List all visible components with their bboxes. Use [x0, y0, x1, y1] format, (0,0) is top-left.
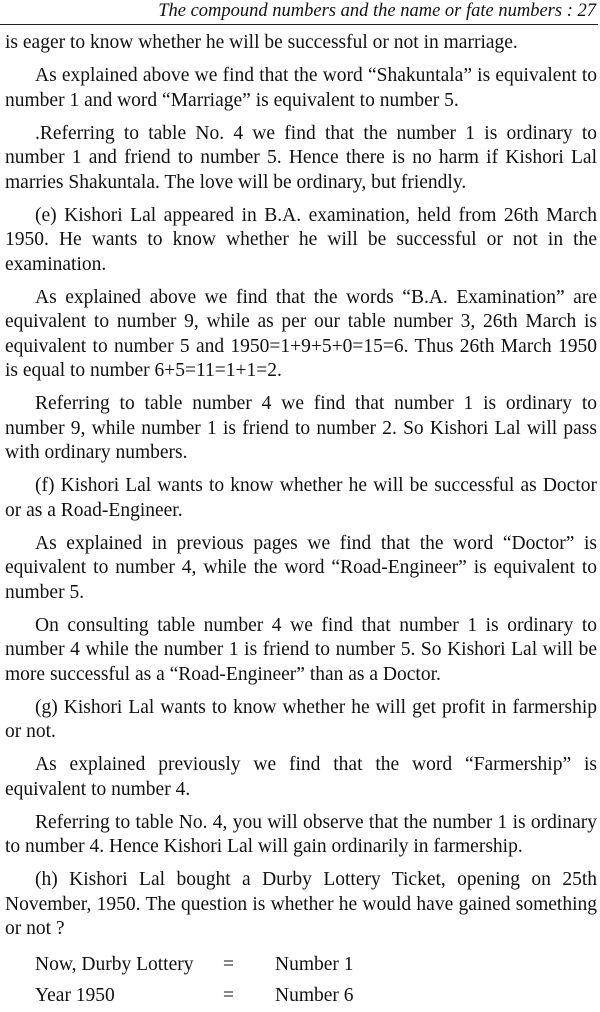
equation-list — [5, 950, 597, 1012]
paragraph-4: (e) Kishori Lal appeared in B.A. examination, held from 26th March 1950. He wants to know whether he will be successful or not in the examination. — [5, 204, 597, 275]
equation-operator: = — [223, 954, 234, 976]
paragraph-3: .Referring to table No. 4 we find that the number 1 is ordinary to number 1 and friend to number 5. Hence there is no harm if Kishori Lal marries Shakuntala. The love will be ordinary, but friendly. — [5, 122, 597, 193]
equation-right: Number 1 — [275, 954, 354, 976]
paragraph-1: is eager to know whether he will be successful or not in marriage. — [5, 32, 518, 53]
paragraph-2: As explained above we find that the word “Shakuntala” is equivalent to number 1 and word “Marriage” is equivalent to number 5. — [5, 65, 597, 111]
equation-operator: = — [223, 985, 234, 1007]
paragraph-6: Referring to table number 4 we find that number 1 is ordinary to number 9, while number 1 is friend to number 2. So Kishori Lal will pass with ordinary numbers. — [5, 393, 597, 463]
paragraph-13: (h) Kishori Lal bought a Durby Lottery Ticket, opening on 25th November, 1950. The question is whether he would have gained something or not ? — [5, 869, 597, 939]
running-title: The compound numbers and the name or fate numbers : 27 — [158, 1, 596, 21]
equation-row — [5, 981, 597, 1012]
paragraph-5: As explained above we find that the words “B.A. Examination” are equivalent to number 9, while as per our table number 3, 26th March is equivalent to number 5 and 1950=1+9+5+0=15=6. Thus 26th March 1950 is equal to number 6+5=11=1+1=2. — [5, 286, 597, 381]
paragraph-8: As explained in previous pages we find that the word “Doctor” is equivalent to number 4, while the word “Road-Engineer” is equivalent to number 5. — [5, 532, 597, 603]
paragraph-12: Referring to table No. 4, you will observe that the number 1 is ordinary to number 4. Hence Kishori Lal will gain ordinarily in farmership. — [5, 811, 597, 857]
equation-left: Now, Durby Lottery — [35, 954, 194, 976]
equation-row — [5, 950, 597, 981]
equation-left: Year 1950 — [35, 985, 115, 1007]
running-header — [0, 0, 598, 25]
paragraph-10: (g) Kishori Lal wants to know whether he will get profit in farmership or not. — [5, 696, 597, 742]
paragraph-9: On consulting table number 4 we find that number 1 is ordinary to number 4 while the number 1 is friend to number 5. So Kishori Lal will be more successful as a “Road-Engineer” than as a Doctor. — [5, 614, 597, 685]
equation-right: Number 6 — [275, 985, 354, 1007]
paragraph-11: As explained previously we find that the word “Farmership” is equivalent to number 4. — [5, 754, 597, 800]
paragraph-7: (f) Kishori Lal wants to know whether he will be successful as Doctor or as a Road-Engineer. — [5, 475, 597, 521]
page-body — [5, 31, 597, 1012]
